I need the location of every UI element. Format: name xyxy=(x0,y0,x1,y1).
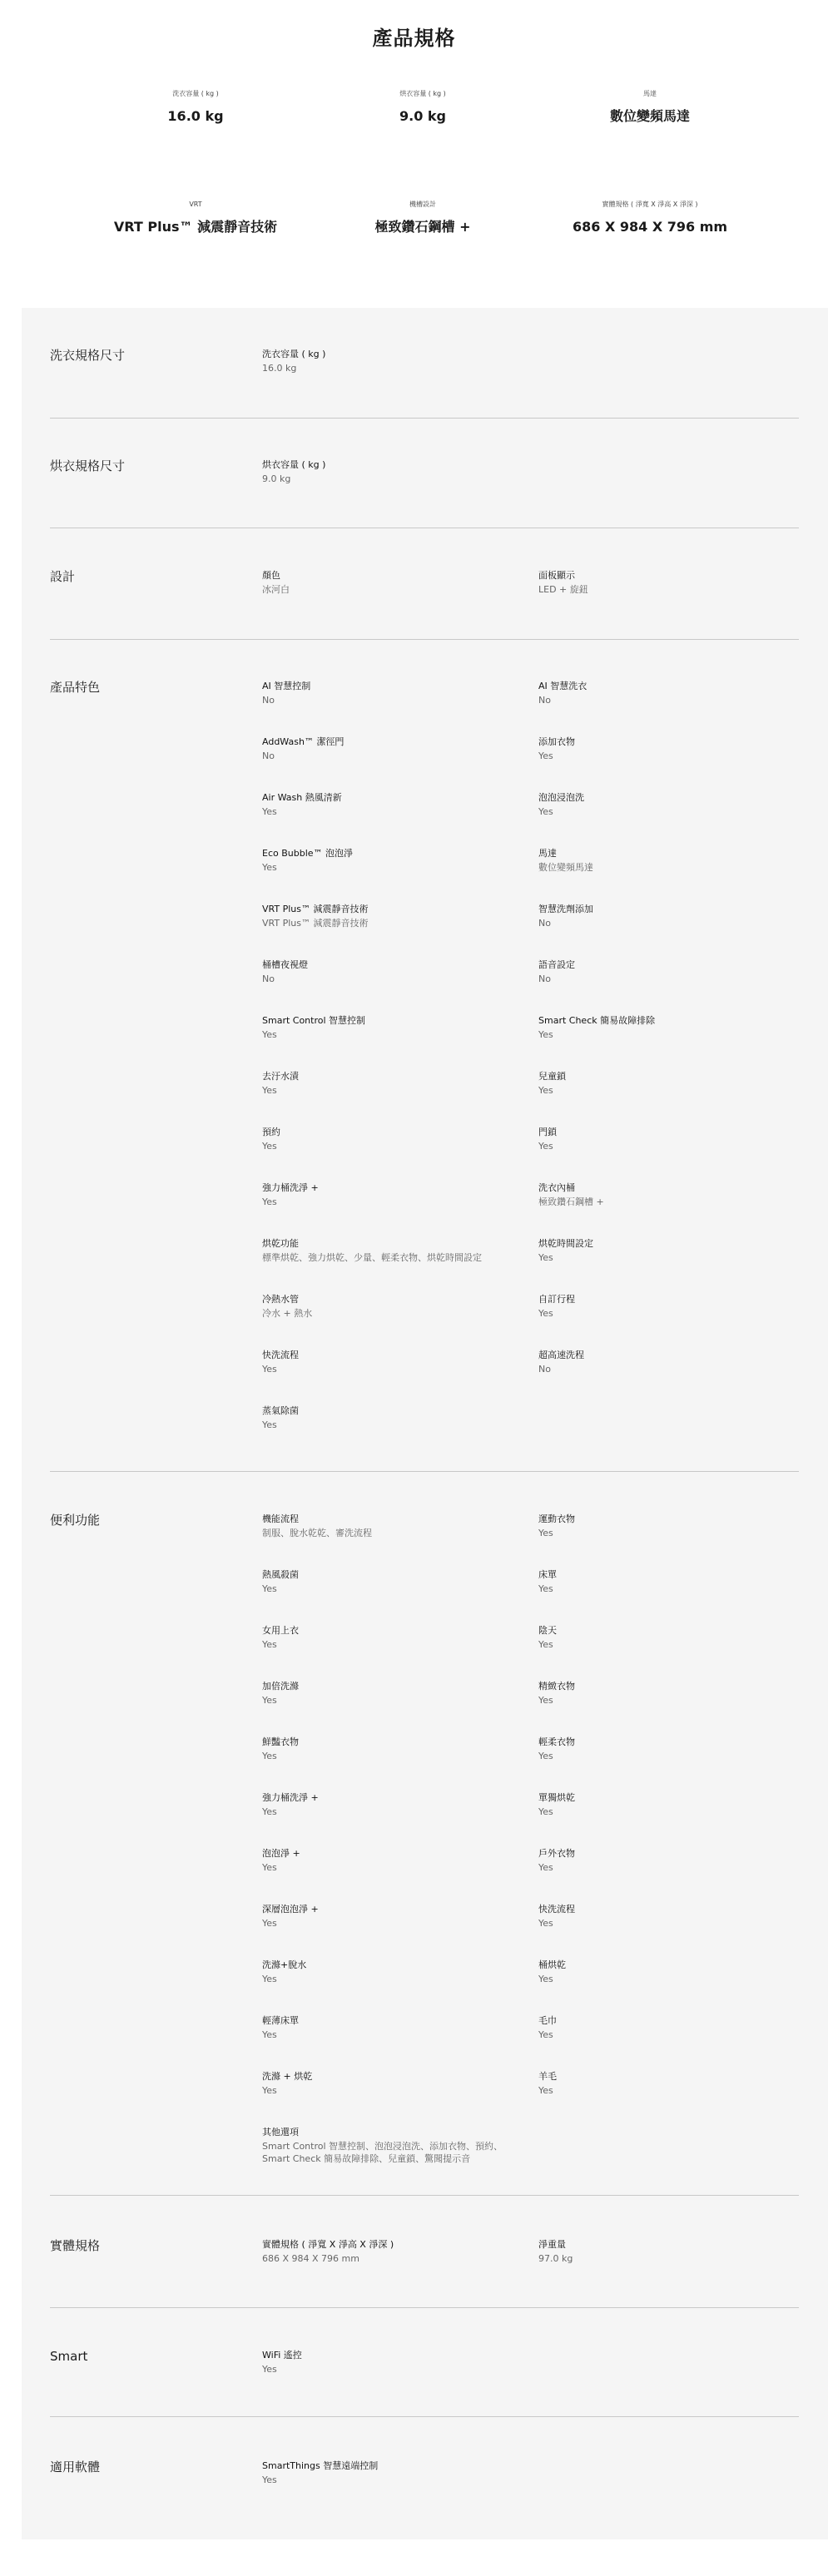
spec-item-label: 單獨烘乾 xyxy=(538,1792,575,1803)
spec-item xyxy=(262,1126,512,1152)
spec-item xyxy=(538,2070,788,2097)
spec-item xyxy=(262,1736,512,1762)
spec-item xyxy=(538,1237,788,1264)
spec-item-value: Yes xyxy=(538,1751,553,1761)
spec-section-title: 烘衣規格尺寸 xyxy=(50,458,126,473)
spec-item-label: 快洗流程 xyxy=(538,1904,575,1915)
spec-item-label: 羊毛 xyxy=(538,2071,557,2082)
highlight-label: 實體規格 ( 淨寬 X 淨高 X 淨深 ) xyxy=(602,201,698,208)
spec-item-value: Yes xyxy=(262,1862,277,1873)
spec-item-label: 洗衣容量 ( kg ) xyxy=(262,349,326,359)
spec-item-label: 實體規格 ( 淨寬 X 淨高 X 淨深 ) xyxy=(262,2239,394,2250)
spec-item xyxy=(262,569,512,596)
spec-item-value: Yes xyxy=(262,1196,277,1207)
spec-item-value: 16.0 kg xyxy=(262,363,297,374)
spec-item-value: Yes xyxy=(538,2029,553,2040)
spec-item-label: 戶外衣物 xyxy=(538,1848,575,1859)
spec-item xyxy=(262,1903,512,1930)
spec-item-label: 語音設定 xyxy=(538,959,575,970)
spec-item-value: Yes xyxy=(262,1918,277,1929)
spec-item-value: Yes xyxy=(538,1918,553,1929)
spec-section-title: 適用軟體 xyxy=(50,2460,101,2474)
spec-item xyxy=(262,1237,512,1264)
spec-item-label: 自訂行程 xyxy=(538,1294,575,1305)
spec-item-value: 制服、脫水乾乾、審洗流程 xyxy=(262,1528,372,1538)
spec-item-value: Yes xyxy=(538,1639,553,1650)
spec-item-label: VRT Plus™ 減震靜音技術 xyxy=(262,904,369,914)
spec-item-value: 數位變頻馬達 xyxy=(538,862,593,873)
spec-item-value: Yes xyxy=(262,1751,277,1761)
spec-item xyxy=(262,1959,512,1985)
spec-item-value: Yes xyxy=(538,1695,553,1706)
spec-item-label: 預約 xyxy=(262,1127,280,1137)
highlight-label: 烘衣容量 ( kg ) xyxy=(399,90,446,97)
spec-item-label: 輕薄床單 xyxy=(262,2015,299,2026)
spec-item-value: Yes xyxy=(538,1085,553,1096)
spec-item-value: Yes xyxy=(262,2085,277,2096)
highlight-vrt xyxy=(87,201,304,235)
spec-item-label: 床單 xyxy=(538,1569,557,1580)
spec-item xyxy=(538,1014,788,1041)
spec-item-label: 泡泡浸泡洗 xyxy=(538,792,584,803)
spec-item-value: LED + 旋鈕 xyxy=(538,584,588,595)
spec-item-label: AI 智慧洗衣 xyxy=(538,681,588,691)
spec-item xyxy=(262,1513,512,1539)
highlight-label: 機槽設計 xyxy=(409,201,436,208)
spec-item-label: 洗滌 + 烘乾 xyxy=(262,2071,313,2082)
spec-section-title: 設計 xyxy=(50,569,76,584)
highlight-motor xyxy=(542,90,758,125)
spec-item-value: Yes xyxy=(262,1419,277,1430)
section-divider xyxy=(50,639,799,640)
spec-item xyxy=(538,1070,788,1097)
highlight-value: 16.0 kg xyxy=(167,108,224,124)
spec-item-value: Yes xyxy=(538,1252,553,1263)
highlight-label: VRT xyxy=(189,201,202,208)
highlight-label: 馬達 xyxy=(643,90,657,97)
spec-item-label: 桶烘乾 xyxy=(538,1959,566,1970)
spec-item-label: 烘乾時間設定 xyxy=(538,1238,593,1249)
section-divider xyxy=(50,1471,799,1472)
spec-item-label: 機能流程 xyxy=(262,1513,299,1524)
spec-item-label: 熱風殺菌 xyxy=(262,1569,299,1580)
spec-item-value: 標準烘乾、強力烘乾、少量、輕柔衣物、烘乾時間設定 xyxy=(262,1252,482,1263)
spec-item-label: SmartThings 智慧遠端控制 xyxy=(262,2460,379,2471)
spec-item-value: No xyxy=(262,973,275,984)
spec-item-value: Yes xyxy=(538,1974,553,1984)
spec-item xyxy=(262,1791,512,1818)
spec-item-label: 洗衣內桶 xyxy=(538,1182,575,1193)
section-divider xyxy=(50,2416,799,2417)
spec-item-label: 冷熱水管 xyxy=(262,1294,299,1305)
spec-section-title: 實體規格 xyxy=(50,2238,101,2253)
spec-item-label: 兒童鎖 xyxy=(538,1071,566,1082)
spec-item xyxy=(538,569,788,596)
spec-item xyxy=(538,1959,788,1985)
spec-item-value: No xyxy=(262,695,275,706)
spec-item-value: Yes xyxy=(262,2474,277,2485)
spec-item xyxy=(538,736,788,762)
spec-item xyxy=(262,1404,512,1431)
spec-item xyxy=(538,2014,788,2041)
spec-item-value: No xyxy=(262,751,275,761)
spec-item xyxy=(262,847,512,874)
spec-item xyxy=(538,1624,788,1651)
spec-item-value: Yes xyxy=(262,2029,277,2040)
spec-item xyxy=(538,1736,788,1762)
spec-item-label: 鮮豔衣物 xyxy=(262,1736,299,1747)
spec-item-value: VRT Plus™ 減震靜音技術 xyxy=(262,918,369,929)
spec-item xyxy=(262,348,512,374)
spec-item xyxy=(262,1847,512,1874)
spec-item xyxy=(538,903,788,929)
spec-item-value: Yes xyxy=(538,2085,553,2096)
highlight-specs xyxy=(0,58,828,308)
spec-item xyxy=(262,458,512,485)
spec-item xyxy=(538,959,788,985)
spec-item-label: 超高速洗程 xyxy=(538,1350,584,1360)
spec-item-label: 運動衣物 xyxy=(538,1513,575,1524)
spec-item xyxy=(262,1014,512,1041)
spec-item xyxy=(262,2070,512,2097)
spec-item-value: 極致鑽石鋼槽 + xyxy=(538,1196,604,1207)
section-divider xyxy=(50,418,799,419)
spec-item-label: 其他還項 xyxy=(262,2127,299,2138)
spec-item xyxy=(538,1903,788,1930)
spec-item xyxy=(538,1513,788,1539)
spec-item xyxy=(262,1680,512,1707)
spec-item-value: Yes xyxy=(262,1806,277,1817)
page-title: 產品規格 xyxy=(372,27,456,50)
spec-item-label: WiFi 遙控 xyxy=(262,2350,302,2361)
highlight-value: VRT Plus™ 減震靜音技術 xyxy=(113,219,278,235)
spec-item-label: 烘衣容量 ( kg ) xyxy=(262,459,326,470)
spec-item-label: 烘乾功能 xyxy=(262,1238,299,1249)
spec-item-value: Yes xyxy=(538,806,553,817)
spec-item-value: Yes xyxy=(538,1141,553,1152)
spec-item-label: 去汙水漬 xyxy=(262,1071,299,1082)
spec-item-label: 女用上衣 xyxy=(262,1625,299,1636)
spec-item-value: Yes xyxy=(262,1085,277,1096)
spec-table xyxy=(22,308,828,2539)
spec-item xyxy=(262,1568,512,1595)
spec-item xyxy=(262,1070,512,1097)
spec-item-value: Yes xyxy=(262,1583,277,1594)
spec-item-value: Yes xyxy=(538,1862,553,1873)
spec-item-label: 面板顯示 xyxy=(538,570,575,581)
spec-item-label: AddWash™ 潔徑門 xyxy=(262,736,345,747)
spec-item xyxy=(262,736,512,762)
spec-item-label: 毛巾 xyxy=(538,2015,557,2026)
spec-item xyxy=(538,680,788,706)
spec-item-value: Yes xyxy=(538,1528,553,1538)
spec-item xyxy=(262,2349,512,2375)
spec-item-value: No xyxy=(538,695,551,706)
spec-item xyxy=(262,959,512,985)
spec-item-label: 輕柔衣物 xyxy=(538,1736,575,1747)
highlight-value: 數位變頻馬達 xyxy=(609,108,690,124)
spec-item-label: Air Wash 熱風清新 xyxy=(262,792,342,803)
spec-item-label: 門鎖 xyxy=(538,1127,557,1137)
spec-item-value: 686 X 984 X 796 mm xyxy=(262,2253,359,2264)
spec-item xyxy=(538,1126,788,1152)
spec-item-value: Yes xyxy=(262,1364,277,1375)
highlight-drum-design xyxy=(315,201,531,235)
spec-item-label: 泡泡淨 + xyxy=(262,1848,300,1859)
spec-item-label: 精緻衣物 xyxy=(538,1681,575,1692)
spec-item-value: No xyxy=(538,1364,551,1375)
spec-section-title: 產品特色 xyxy=(50,680,101,695)
spec-item xyxy=(262,1624,512,1651)
spec-section-title: 洗衣規格尺寸 xyxy=(50,348,126,363)
spec-item xyxy=(262,1181,512,1208)
spec-item xyxy=(538,2238,788,2265)
spec-item-label: 顏色 xyxy=(262,570,280,581)
spec-item-value: 9.0 kg xyxy=(262,473,291,484)
spec-item-value: Yes xyxy=(262,1639,277,1650)
spec-item-label: 洗滌+脫水 xyxy=(262,1959,307,1970)
highlight-washing-capacity xyxy=(87,90,304,125)
spec-item-label: 加倍洗滌 xyxy=(262,1681,299,1692)
section-divider xyxy=(50,2195,799,2196)
spec-item-value: Yes xyxy=(538,1308,553,1319)
highlight-label: 洗衣容量 ( kg ) xyxy=(172,90,219,97)
spec-item xyxy=(538,1680,788,1707)
spec-item xyxy=(538,1181,788,1208)
spec-item-value: Yes xyxy=(262,806,277,817)
spec-item-label: Eco Bubble™ 泡泡淨 xyxy=(262,848,354,859)
spec-item-value: Yes xyxy=(538,751,553,761)
spec-item-label: AI 智慧控制 xyxy=(262,681,311,691)
highlight-value: 極致鑽石鋼槽 + xyxy=(374,219,471,235)
spec-section-title: Smart xyxy=(50,2349,88,2364)
spec-item xyxy=(262,680,512,706)
spec-item-label: 陰天 xyxy=(538,1625,557,1636)
spec-item-value: No xyxy=(538,918,551,929)
spec-item-label: 智慧洗劑添加 xyxy=(538,904,593,914)
section-divider xyxy=(50,2307,799,2308)
spec-item xyxy=(538,1568,788,1595)
spec-item-value: 冷水 + 熱水 xyxy=(262,1308,313,1319)
spec-item-value: Yes xyxy=(262,1695,277,1706)
spec-item-label: 馬達 xyxy=(538,848,557,859)
spec-item xyxy=(262,1349,512,1375)
spec-item-value: Yes xyxy=(262,1974,277,1984)
highlight-drying-capacity xyxy=(315,90,531,125)
spec-item xyxy=(538,847,788,874)
spec-item-label: 淨重量 xyxy=(538,2239,566,2250)
spec-item-value: No xyxy=(538,973,551,984)
spec-item-label: 強力桶洗淨 + xyxy=(262,1792,319,1803)
spec-item xyxy=(262,791,512,818)
spec-item xyxy=(262,903,512,929)
spec-item xyxy=(262,2126,520,2165)
spec-item-value: Yes xyxy=(262,1141,277,1152)
spec-item xyxy=(538,1847,788,1874)
spec-item-value: 冰河白 xyxy=(262,584,290,595)
spec-item-label: 添加衣物 xyxy=(538,736,575,747)
spec-item-label: 快洗流程 xyxy=(262,1350,299,1360)
spec-item-value: Yes xyxy=(262,2364,277,2375)
spec-section-title: 便利功能 xyxy=(50,1513,101,1528)
spec-item xyxy=(538,1791,788,1818)
spec-item-value: Yes xyxy=(538,1583,553,1594)
spec-item-value: 97.0 kg xyxy=(538,2253,573,2264)
highlight-value: 686 X 984 X 796 mm xyxy=(572,219,728,235)
spec-item xyxy=(262,2014,512,2041)
spec-item-label: 深層泡泡淨 + xyxy=(262,1904,319,1915)
spec-item xyxy=(262,2460,512,2486)
spec-item-label: Smart Control 智慧控制 xyxy=(262,1015,366,1026)
highlight-value: 9.0 kg xyxy=(399,108,446,124)
spec-item xyxy=(538,791,788,818)
spec-item xyxy=(538,1293,788,1320)
spec-item-value: Yes xyxy=(262,862,277,873)
spec-item xyxy=(538,1349,788,1375)
spec-item-label: 強力桶洗淨 + xyxy=(262,1182,319,1193)
spec-item-value: Smart Control 智慧控制、泡泡浸泡洗、添加衣物、預約、Smart Check 簡易故障排除、兒童鎖、驚聞提示音 xyxy=(262,2141,503,2164)
spec-item-value: Yes xyxy=(262,1029,277,1040)
spec-item xyxy=(262,2238,512,2265)
highlight-dimensions xyxy=(542,201,758,235)
spec-item-label: 桶槽夜視燈 xyxy=(262,959,308,970)
spec-item xyxy=(262,1293,512,1320)
spec-item-value: Yes xyxy=(538,1029,553,1040)
spec-item-label: 蒸氣除菌 xyxy=(262,1405,299,1416)
spec-item-label: Smart Check 簡易故障排除 xyxy=(538,1015,656,1026)
spec-item-value: Yes xyxy=(538,1806,553,1817)
